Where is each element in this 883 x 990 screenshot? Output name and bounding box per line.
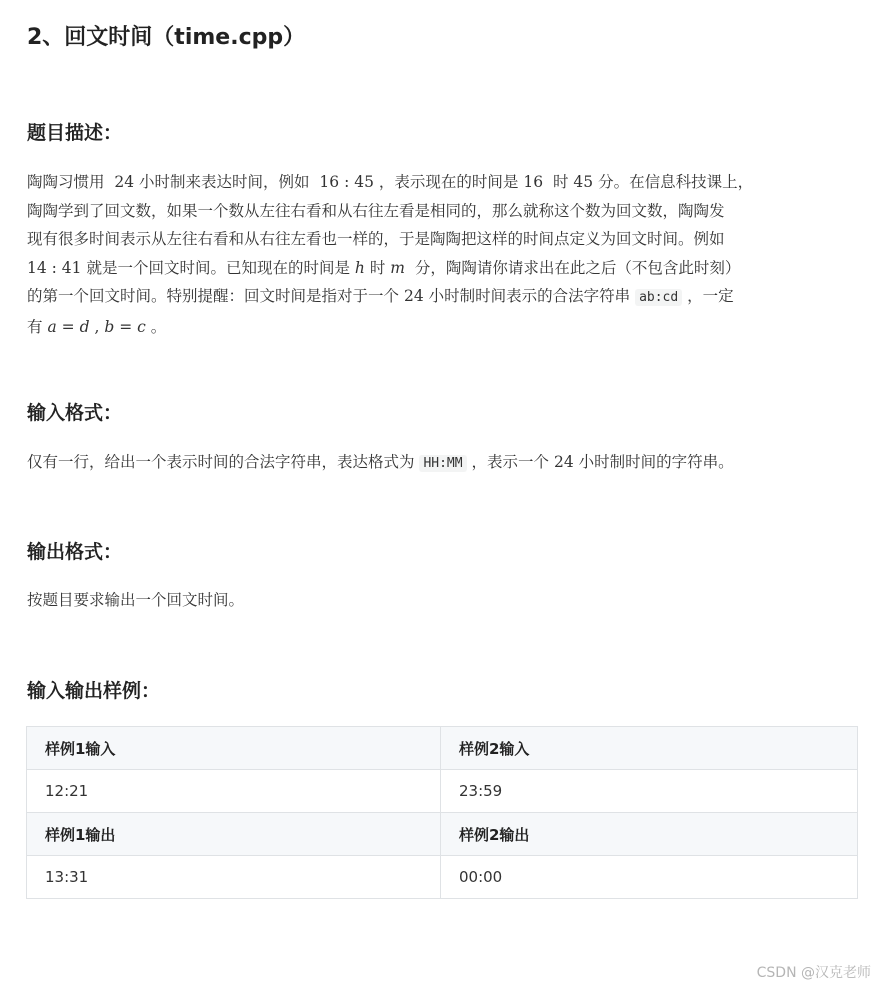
math-number: 45 — [573, 173, 594, 191]
sample-2-input-value: 23:59 — [441, 770, 858, 813]
output-format-line: 按题目要求输出一个回文时间。 — [27, 591, 245, 609]
math-number: 24 — [114, 173, 135, 191]
description-line-1 — [27, 168, 863, 197]
text: 有 — [27, 317, 43, 336]
table-row — [27, 727, 858, 770]
text: 时 — [369, 258, 386, 277]
text: 小时制时间表示的合法字符串 — [428, 287, 631, 306]
text: 就是一个回文时间。已知现在的时间是 — [86, 258, 350, 277]
table-row — [27, 813, 858, 856]
math-variable: d — [79, 317, 90, 336]
output-format-heading: 输出格式： — [27, 541, 123, 563]
output-format-paragraph — [27, 586, 863, 615]
description-paragraph — [27, 168, 863, 342]
sample-2-input-header: 样例2输入 — [441, 727, 858, 770]
math-comma: , — [94, 317, 100, 336]
input-format-line — [27, 448, 863, 479]
text: ，表示一个 — [471, 453, 550, 471]
text: 陶陶习惯用 — [27, 173, 105, 191]
sample-1-input-header: 样例1输入 — [27, 727, 441, 770]
math-variable: b — [104, 317, 115, 336]
math-number: 24 — [553, 453, 574, 471]
text: 。 — [150, 317, 167, 336]
description-line-5 — [27, 282, 863, 313]
inline-code: HH:MM — [419, 455, 466, 472]
math-variable: m — [390, 258, 405, 277]
text: 仅有一行，给出一个表示时间的合法字符串，表达格式为 — [27, 453, 415, 471]
math-time: 16 : 45 — [319, 173, 374, 191]
sample-2-output-header: 样例2输出 — [441, 813, 858, 856]
watermark: CSDN @汉克老师 — [756, 965, 871, 981]
sample-1-output-header: 样例1输出 — [27, 813, 441, 856]
description-line-6 — [27, 313, 863, 342]
description-heading: 题目描述： — [27, 122, 123, 144]
sample-1-output-value: 13:31 — [27, 856, 441, 899]
math-operator: = — [61, 317, 75, 336]
math-time: 14 : 41 — [27, 258, 82, 277]
math-number: 24 — [403, 287, 424, 306]
math-variable: a — [47, 317, 57, 336]
math-variable: h — [354, 258, 365, 277]
math-number: 16 — [523, 173, 544, 191]
samples-heading: 输入输出样例： — [27, 680, 161, 702]
description-line-4 — [27, 254, 863, 283]
table-row — [27, 770, 858, 813]
text: 的第一个回文时间。特别提醒：回文时间是指对于一个 — [27, 287, 400, 306]
text: 分。在信息科技课上， — [598, 173, 754, 191]
text: 小时制时间的字符串。 — [578, 453, 734, 471]
samples-table — [26, 726, 858, 899]
table-row — [27, 856, 858, 899]
text: ，表示现在的时间是 — [378, 173, 519, 191]
sample-1-input-value: 12:21 — [27, 770, 441, 813]
input-format-paragraph — [27, 448, 863, 479]
text: 小时制来表达时间，例如 — [139, 173, 310, 191]
text: 时 — [552, 173, 569, 191]
description-line-2: 陶陶学到了回文数，如果一个数从左往右看和从右往左看是相同的，那么就称这个数为回文数，陶陶发 — [27, 201, 725, 220]
description-line-3: 现有很多时间表示从左往右看和从右往左看也一样的，于是陶陶把这样的时间点定义为回文时间。例如 — [27, 230, 725, 249]
problem-title: 2、回文时间（time.cpp） — [27, 25, 306, 50]
math-operator: = — [119, 317, 133, 336]
input-format-heading: 输入格式： — [27, 402, 123, 424]
math-variable: c — [137, 317, 146, 336]
sample-2-output-value: 00:00 — [441, 856, 858, 899]
text: ，一定 — [687, 287, 734, 306]
inline-code: ab:cd — [635, 289, 682, 306]
text: 分，陶陶请你请求出在此之后（不包含此时刻） — [414, 258, 741, 277]
